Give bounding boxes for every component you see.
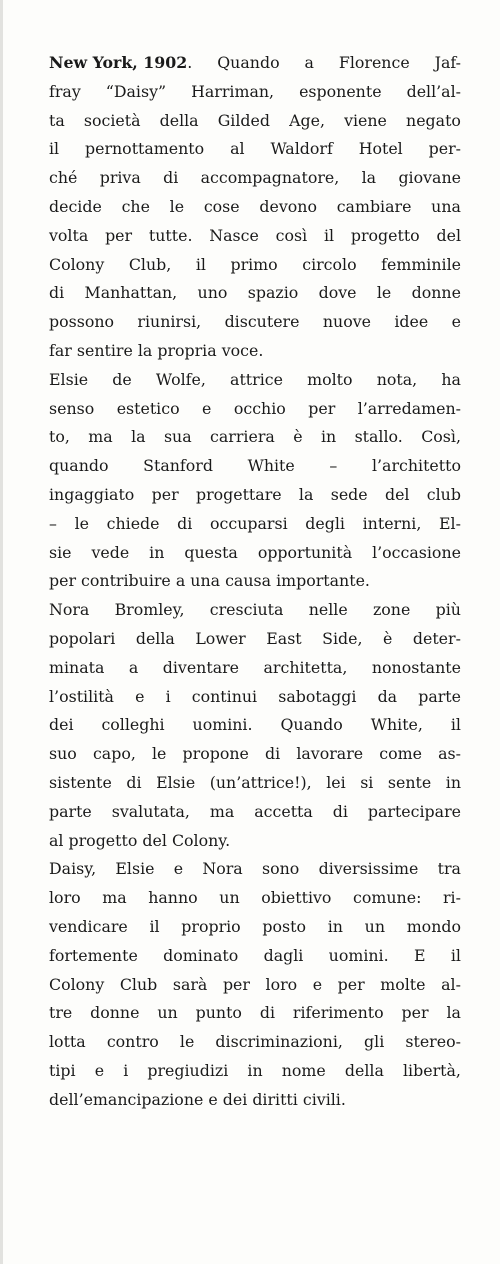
word: obiettivo xyxy=(261,888,332,908)
text-line xyxy=(49,625,461,654)
word: propone xyxy=(182,744,249,764)
word: progetto xyxy=(68,830,138,850)
word: diversissime xyxy=(318,859,419,879)
word: Harriman, xyxy=(191,81,275,101)
word: di xyxy=(49,283,65,303)
word: sono xyxy=(261,859,300,879)
word: la xyxy=(131,427,146,447)
word: così xyxy=(275,225,308,245)
paragraph xyxy=(49,596,461,855)
word: molte xyxy=(380,974,426,994)
word: i xyxy=(123,1060,129,1080)
word: in xyxy=(445,772,461,792)
word: per xyxy=(337,974,365,994)
word: e xyxy=(451,312,461,332)
word: causa xyxy=(225,571,272,591)
word: tutte. xyxy=(148,225,193,245)
word: sabotaggi xyxy=(278,686,357,706)
word: continui xyxy=(191,686,258,706)
word: per xyxy=(105,225,133,245)
word: e xyxy=(173,859,184,879)
text-line xyxy=(49,452,461,481)
word: punto xyxy=(195,1003,242,1023)
word: lotta xyxy=(49,1032,86,1052)
word: Colony. xyxy=(171,830,231,850)
word: White, xyxy=(370,715,423,735)
word: Florence xyxy=(338,53,410,72)
word: un xyxy=(364,916,385,936)
word: un xyxy=(157,1003,178,1023)
word xyxy=(49,49,192,78)
word: ma xyxy=(88,427,113,447)
word: della xyxy=(159,110,199,130)
word: di xyxy=(177,513,193,533)
word: chiede xyxy=(106,513,160,533)
word: riunirsi, xyxy=(137,312,202,332)
word: il xyxy=(149,916,160,936)
word: sistente xyxy=(49,772,112,792)
word: loro xyxy=(265,974,298,994)
word: decide xyxy=(49,196,102,216)
word: molto xyxy=(307,369,353,389)
word: priva xyxy=(99,168,141,188)
word: libertà, xyxy=(403,1060,461,1080)
word: lei xyxy=(326,772,346,792)
text-line xyxy=(49,913,461,942)
text-line xyxy=(49,855,461,884)
word: Colony xyxy=(49,974,105,994)
word: Così, xyxy=(421,427,461,447)
word: White xyxy=(247,456,295,476)
word: sentire xyxy=(76,340,133,360)
word: e xyxy=(94,1060,105,1080)
word: le xyxy=(74,513,89,533)
word: sua xyxy=(163,427,192,447)
text-line xyxy=(49,193,461,222)
word: di xyxy=(332,801,348,821)
word: in xyxy=(320,427,337,447)
word: Daisy, xyxy=(49,859,97,879)
word: dei xyxy=(49,715,74,735)
word: architetta, xyxy=(263,657,348,677)
lead-punctuation: . xyxy=(187,53,193,72)
word: di xyxy=(265,744,281,764)
word: zone xyxy=(372,600,411,620)
word: Quando xyxy=(217,53,280,72)
word: più xyxy=(435,600,461,620)
word: un xyxy=(219,888,240,908)
text-line xyxy=(49,999,461,1028)
word: discutere xyxy=(224,312,300,332)
word: ché xyxy=(49,168,78,188)
word: Club, xyxy=(128,254,172,274)
word: fortemente xyxy=(49,945,138,965)
word: tipi xyxy=(49,1060,76,1080)
word: civili. xyxy=(302,1089,346,1109)
word: Stanford xyxy=(143,456,213,476)
word: (un’attrice!), xyxy=(209,772,312,792)
word: al xyxy=(49,830,64,850)
word: sede xyxy=(330,484,368,504)
word: l’occasione xyxy=(372,542,461,562)
word: la xyxy=(137,340,153,360)
word: opportunità xyxy=(257,542,353,562)
word: de xyxy=(112,369,132,389)
word: Elsie xyxy=(115,859,155,879)
word: as- xyxy=(438,744,461,764)
text-line xyxy=(49,164,461,193)
word: accetta xyxy=(254,801,313,821)
word: viene xyxy=(344,110,387,130)
word: Hotel xyxy=(358,139,403,159)
word: tre xyxy=(49,1003,73,1023)
text-line xyxy=(49,251,461,280)
word: minata xyxy=(49,657,105,677)
text-line xyxy=(49,884,461,913)
word: possono xyxy=(49,312,115,332)
word: ma xyxy=(209,801,235,821)
word: che xyxy=(121,196,150,216)
word: pernottamento xyxy=(85,139,205,159)
word: vede xyxy=(91,542,130,562)
word: del xyxy=(384,484,410,504)
word: vendicare xyxy=(49,916,128,936)
word: occuparsi xyxy=(210,513,288,533)
word: estetico xyxy=(116,398,180,418)
text-line xyxy=(49,942,461,971)
text-line xyxy=(49,510,461,539)
word: progetto xyxy=(350,225,420,245)
word: propria xyxy=(157,340,217,360)
word: per xyxy=(401,1003,429,1023)
word: giovane xyxy=(398,168,461,188)
word: per xyxy=(49,571,77,591)
word: il xyxy=(195,254,206,274)
word: pregiudizi xyxy=(147,1060,229,1080)
word: ha xyxy=(441,369,461,389)
word: cresciuta xyxy=(209,600,284,620)
word: carriera xyxy=(210,427,275,447)
word: stallo. xyxy=(354,427,403,447)
word: E xyxy=(413,945,426,965)
word: Lower xyxy=(195,628,246,648)
word: lavorare xyxy=(296,744,364,764)
word: Jaf- xyxy=(434,53,461,72)
word: ingaggiato xyxy=(49,484,135,504)
word: to, xyxy=(49,427,70,447)
word: cose xyxy=(203,196,240,216)
word: al- xyxy=(441,974,461,994)
word: loro xyxy=(49,888,81,908)
word: Colony xyxy=(49,254,105,274)
text-line xyxy=(49,769,461,798)
word: spazio xyxy=(247,283,299,303)
word: questa xyxy=(184,542,238,562)
word: la xyxy=(298,484,314,504)
word: popolari xyxy=(49,628,116,648)
word: e xyxy=(208,1089,218,1109)
word: per xyxy=(222,974,250,994)
word: voce. xyxy=(221,340,264,360)
word: Elsie xyxy=(156,772,196,792)
word: per- xyxy=(428,139,461,159)
word: partecipare xyxy=(367,801,461,821)
word: posto xyxy=(262,916,306,936)
word: svalutata, xyxy=(111,801,190,821)
word: nuove xyxy=(322,312,371,332)
word: è xyxy=(293,427,303,447)
word: ri- xyxy=(442,888,461,908)
text-line xyxy=(49,711,461,740)
word: circolo xyxy=(302,254,357,274)
word: come xyxy=(379,744,422,764)
text-line xyxy=(49,827,461,856)
word: a xyxy=(304,53,314,72)
word: diritti xyxy=(252,1089,298,1109)
paragraph xyxy=(49,855,461,1114)
word: le xyxy=(169,196,185,216)
word: Bromley, xyxy=(114,600,185,620)
word: idee xyxy=(394,312,429,332)
word: sente xyxy=(387,772,432,792)
word: dell’emancipazione xyxy=(49,1089,204,1109)
text-line xyxy=(49,1086,461,1115)
word: e xyxy=(312,974,323,994)
word: nonostante xyxy=(371,657,461,677)
word: contro xyxy=(106,1032,159,1052)
word: Waldorf xyxy=(270,139,333,159)
word: Gilded xyxy=(217,110,270,130)
word: dominato xyxy=(163,945,239,965)
word: far xyxy=(49,340,72,360)
paragraph xyxy=(49,49,461,366)
word: dell’al- xyxy=(406,81,461,101)
word: i xyxy=(165,686,171,706)
word: diventare xyxy=(162,657,240,677)
word: una xyxy=(190,571,221,591)
word: sarà xyxy=(172,974,208,994)
text-line xyxy=(49,1057,461,1086)
word: attrice xyxy=(230,369,283,389)
text-line xyxy=(49,222,461,251)
text-line xyxy=(49,539,461,568)
text-line xyxy=(49,971,461,1000)
word: senso xyxy=(49,398,95,418)
word: da xyxy=(377,686,398,706)
word: del xyxy=(142,830,167,850)
word: mondo xyxy=(406,916,461,936)
word: deter- xyxy=(412,628,461,648)
word: uomini. xyxy=(192,715,253,735)
text-line xyxy=(49,279,461,308)
word: Elsie xyxy=(49,369,89,389)
word: Side, xyxy=(322,628,363,648)
word: la xyxy=(446,1003,461,1023)
word: hanno xyxy=(148,888,198,908)
word: gli xyxy=(364,1032,385,1052)
word: negato xyxy=(406,110,461,130)
text-line xyxy=(49,366,461,395)
word: della xyxy=(344,1060,384,1080)
word: nota, xyxy=(376,369,418,389)
word: uomini. xyxy=(328,945,389,965)
word: club xyxy=(426,484,461,504)
word: proprio xyxy=(181,916,241,936)
text-line xyxy=(49,683,461,712)
word: è xyxy=(383,628,393,648)
text-line xyxy=(49,740,461,769)
word: esponente xyxy=(299,81,382,101)
paragraph xyxy=(49,366,461,596)
word: progettare xyxy=(195,484,282,504)
word: il xyxy=(450,945,461,965)
text-line xyxy=(49,596,461,625)
text-line xyxy=(49,423,461,452)
word: per xyxy=(151,484,179,504)
word: Club xyxy=(119,974,158,994)
word: in xyxy=(327,916,343,936)
word: nome xyxy=(281,1060,326,1080)
word: capo, xyxy=(92,744,136,764)
word: società xyxy=(83,110,141,130)
word: il xyxy=(450,715,461,735)
text-line xyxy=(49,798,461,827)
word: di xyxy=(259,1003,275,1023)
word: dagli xyxy=(263,945,304,965)
text-line xyxy=(49,337,461,366)
word: e xyxy=(202,398,212,418)
word: Quando xyxy=(280,715,343,735)
word: di xyxy=(126,772,142,792)
word: tra xyxy=(437,859,461,879)
word: parte xyxy=(418,686,461,706)
word: uno xyxy=(197,283,228,303)
word: sie xyxy=(49,542,72,562)
text-line xyxy=(49,308,461,337)
word: cambiare xyxy=(336,196,412,216)
word: della xyxy=(135,628,175,648)
word: l’ostilità xyxy=(49,686,114,706)
book-blurb-text xyxy=(49,49,461,1114)
word: donne xyxy=(411,283,461,303)
word: colleghi xyxy=(101,715,165,735)
word: East xyxy=(266,628,302,648)
word: primo xyxy=(230,254,278,274)
page-left-edge xyxy=(0,0,3,1264)
word: “Daisy” xyxy=(105,81,167,101)
word: le xyxy=(179,1032,195,1052)
text-line xyxy=(49,1028,461,1057)
word: contribuire xyxy=(81,571,171,591)
text-line xyxy=(49,481,461,510)
word: importante. xyxy=(276,571,370,591)
word: il xyxy=(323,225,335,245)
word: Nora xyxy=(49,600,90,620)
word: del xyxy=(436,225,461,245)
word: parte xyxy=(49,801,92,821)
word: Wolfe, xyxy=(155,369,206,389)
word: occhio xyxy=(233,398,286,418)
word: una xyxy=(431,196,461,216)
word: la xyxy=(361,168,377,188)
text-line xyxy=(49,49,461,78)
word: Nasce xyxy=(209,225,259,245)
word: Nora xyxy=(202,859,243,879)
word: accompagnatore, xyxy=(200,168,340,188)
word: in xyxy=(247,1060,263,1080)
word: a xyxy=(128,657,139,677)
word: e xyxy=(135,686,145,706)
lead-phrase: New York, 1902 xyxy=(49,53,188,72)
word: – xyxy=(329,456,338,476)
word: femminile xyxy=(381,254,461,274)
word: suo xyxy=(49,744,77,764)
word: di xyxy=(163,168,179,188)
word: le xyxy=(152,744,167,764)
word: riferimento xyxy=(292,1003,384,1023)
word: discriminazioni, xyxy=(215,1032,343,1052)
word: ta xyxy=(49,110,65,130)
text-line xyxy=(49,395,461,424)
word: interni, xyxy=(362,513,422,533)
word: le xyxy=(376,283,392,303)
word: dove xyxy=(318,283,357,303)
word: degli xyxy=(305,513,345,533)
word: dei xyxy=(222,1089,248,1109)
word: il xyxy=(49,139,60,159)
word: a xyxy=(175,571,186,591)
text-line xyxy=(49,135,461,164)
word: El- xyxy=(439,513,461,533)
word: Manhattan, xyxy=(84,283,178,303)
word: donne xyxy=(90,1003,140,1023)
text-line xyxy=(49,654,461,683)
word: volta xyxy=(49,225,89,245)
word: l’arredamen- xyxy=(357,398,461,418)
word: per xyxy=(308,398,336,418)
word: comune: xyxy=(353,888,422,908)
word: stereo- xyxy=(405,1032,461,1052)
text-line xyxy=(49,107,461,136)
text-line xyxy=(49,567,461,596)
word: si xyxy=(360,772,374,792)
word: – xyxy=(49,513,57,533)
word: Age, xyxy=(289,110,325,130)
word: l’architetto xyxy=(371,456,461,476)
word: devono xyxy=(259,196,317,216)
word: ma xyxy=(102,888,127,908)
text-line xyxy=(49,78,461,107)
word: quando xyxy=(49,456,109,476)
word: fray xyxy=(49,81,81,101)
word: in xyxy=(149,542,165,562)
word: nelle xyxy=(308,600,348,620)
word: al xyxy=(230,139,245,159)
